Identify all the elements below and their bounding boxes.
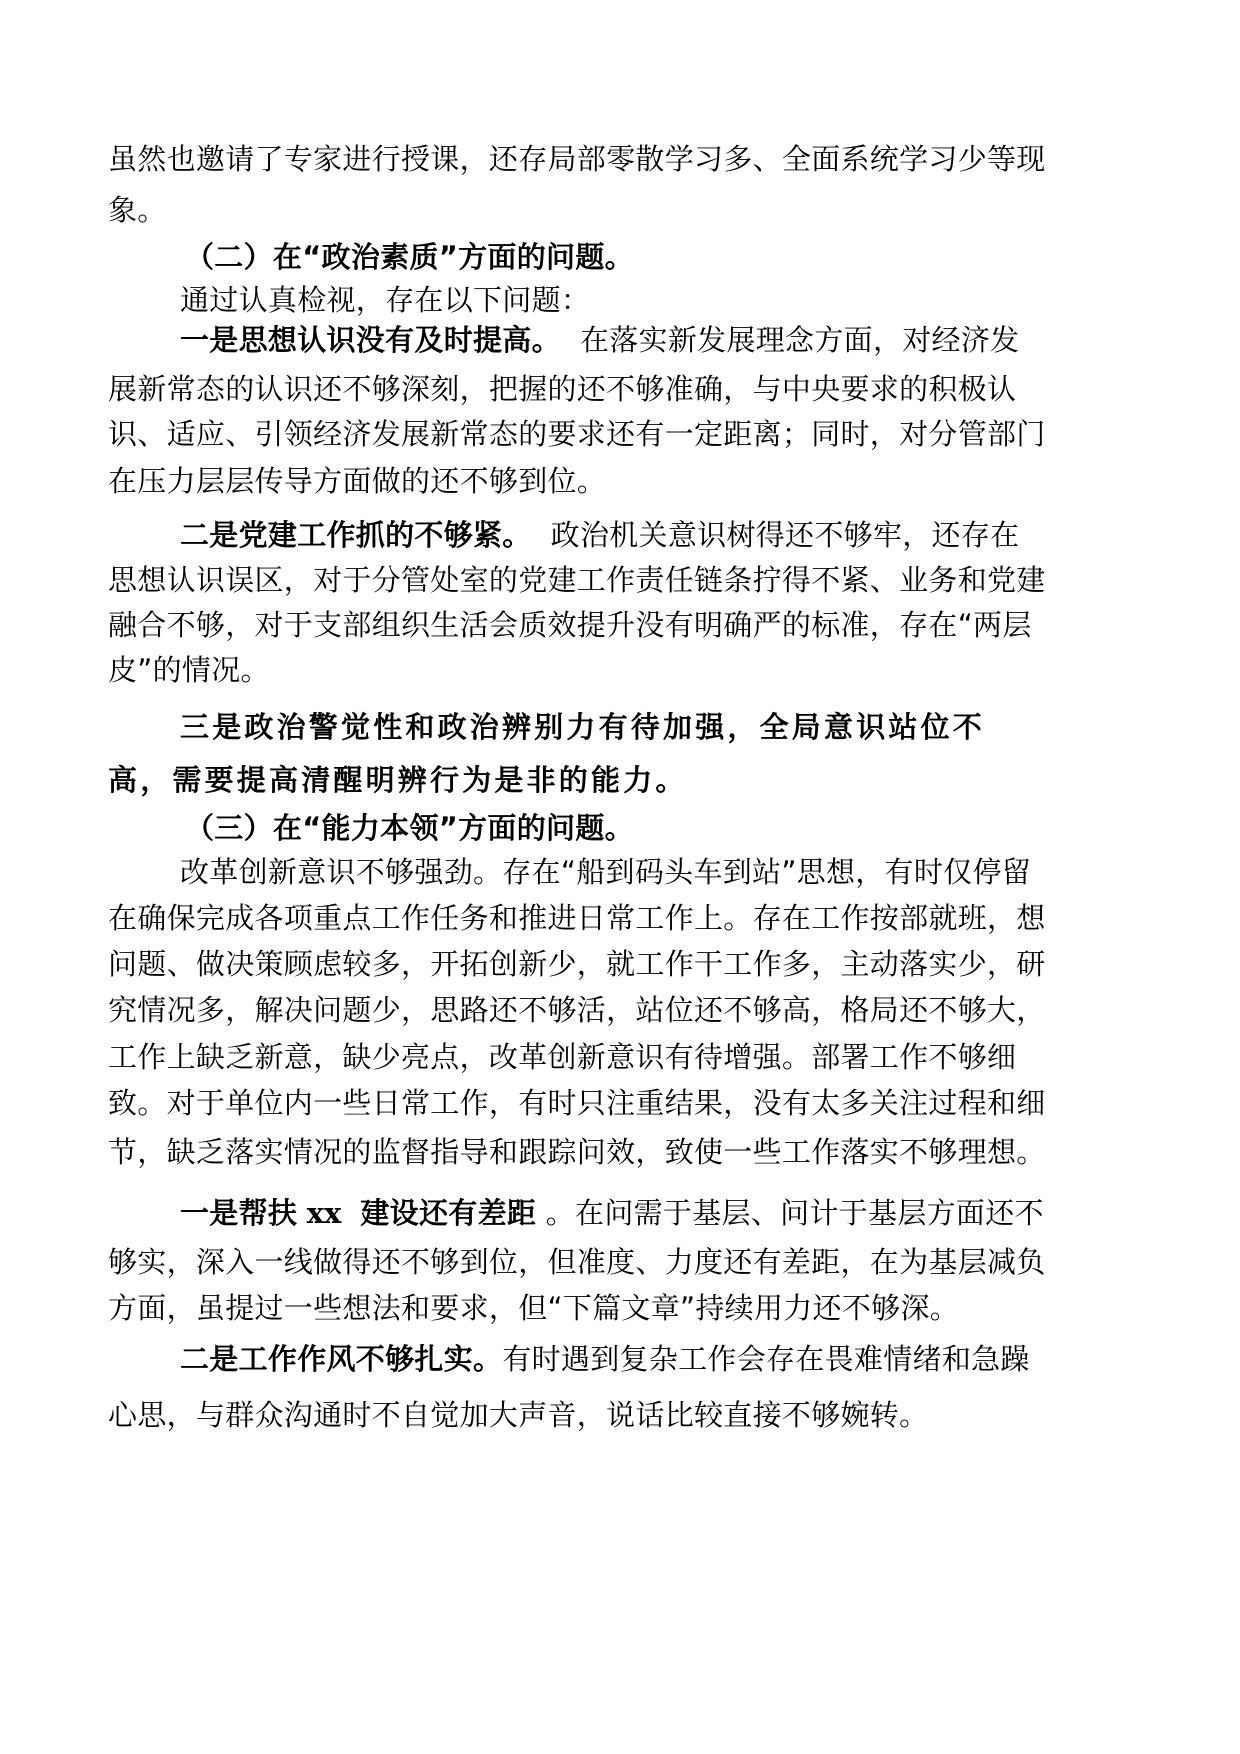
text: 究情况多，解决问题少，思路还不够活，站位还不够高，格局还不够大， (108, 993, 1046, 1027)
paragraph-line (108, 139, 1046, 179)
paragraph-line (108, 1037, 1016, 1077)
item-lead: 一是思想认识没有及时提高。 (180, 323, 561, 357)
item-lead: 二是工作作风不够扎实。 (180, 1342, 503, 1376)
text: 在落实新发展理念方面，对经济发 (579, 323, 1020, 357)
paragraph-line (108, 1083, 1046, 1123)
paragraph-line (108, 1132, 1046, 1172)
section-heading-2 (185, 237, 634, 277)
text: 问题、做决策顾虑较多，开拓创新少，就工作干工作多，主动落实少，研 (108, 947, 1046, 981)
text: 改革创新意识不够强劲。存在“船到码头车到站”思想，有时仅停留 (180, 855, 1032, 889)
paragraph-line (180, 707, 985, 747)
paragraph-line (108, 650, 270, 690)
paragraph-line (180, 1339, 1030, 1379)
section-heading-3 (185, 808, 634, 848)
text: 有时遇到复杂工作会存在畏难情绪和急躁 (502, 1342, 1030, 1376)
text: 在确保完成各项重点工作任务和推进日常工作上。存在工作按部就班，想 (108, 901, 1046, 935)
text: 在压力层层传导方面做的还不够到位。 (108, 464, 607, 498)
text: 象。 (108, 193, 167, 227)
paragraph-line (108, 190, 167, 230)
text: 节，缺乏落实情况的监督指导和跟踪问效，致使一些工作落实不够理想。 (108, 1135, 1046, 1169)
paragraph-line (108, 560, 1046, 600)
paragraph-line (180, 515, 1019, 555)
text: 高，需要提高清醒明辨行为是非的能力。 (108, 763, 688, 797)
paragraph-line (180, 1193, 1044, 1233)
paragraph-line (180, 852, 1031, 892)
paragraph-line (108, 990, 1046, 1030)
text: 够实，深入一线做得还不够到位，但准度、力度还有差距，在为基层减负 (108, 1245, 1046, 1279)
item-lead: 一是帮扶 (180, 1196, 298, 1230)
item-lead: 建设还有差距 (360, 1196, 537, 1230)
paragraph-line (108, 1395, 928, 1435)
paragraph-line (108, 1288, 959, 1328)
text: 通过认真检视，存在以下问题： (180, 283, 591, 317)
text: 三是政治警觉性和政治辨别力有待加强，全局意识站位不 (180, 710, 986, 744)
item-lead: 二是党建工作抓的不够紧。 (180, 518, 532, 552)
paragraph-line (180, 320, 1019, 360)
text: 展新常态的认识还不够深刻，把握的还不够准确，与中央要求的积极认 (108, 372, 1017, 406)
paragraph-line (108, 414, 1046, 454)
text: 心思，与群众沟通时不自觉加大声音，说话比较直接不够婉转。 (108, 1398, 929, 1432)
paragraph-line (108, 461, 606, 501)
paragraph-line (108, 898, 1046, 938)
paragraph-line (108, 605, 1032, 645)
text: 思想认识误区，对于分管处室的党建工作责任链条拧得不紧、业务和党建 (108, 563, 1046, 597)
text: 政治机关意识树得还不够牢，还存在 (550, 518, 1020, 552)
heading-text: （二）在“政治素质”方面的问题。 (185, 240, 634, 274)
text: 致。对于单位内一些日常工作，有时只注重结果，没有太多关注过程和细 (108, 1086, 1046, 1120)
text: 皮”的情况。 (108, 653, 270, 687)
text: 。在问需于基层、问计于基层方面还不 (545, 1196, 1044, 1230)
text: 虽然也邀请了专家进行授课，还存局部零散学习多、全面系统学习少等现 (108, 142, 1046, 176)
text: 识、适应、引领经济发展新常态的要求还有一定距离；同时，对分管部门 (108, 417, 1046, 451)
paragraph-line (108, 760, 688, 800)
heading-text: （三）在“能力本领”方面的问题。 (185, 811, 634, 845)
text: 方面，虽提过一些想法和要求，但“下篇文章”持续用力还不够深。 (108, 1291, 960, 1325)
text: 融合不够，对于支部组织生活会质效提升没有明确严的标准，存在“两层 (108, 608, 1032, 642)
placeholder-text: xx (306, 1196, 342, 1230)
paragraph-line (108, 369, 1016, 409)
paragraph-line (108, 1242, 1046, 1282)
text: 工作上缺乏新意，缺少亮点，改革创新意识有待增强。部署工作不够细 (108, 1040, 1017, 1074)
paragraph-line (180, 280, 590, 320)
paragraph-line (108, 944, 1046, 984)
